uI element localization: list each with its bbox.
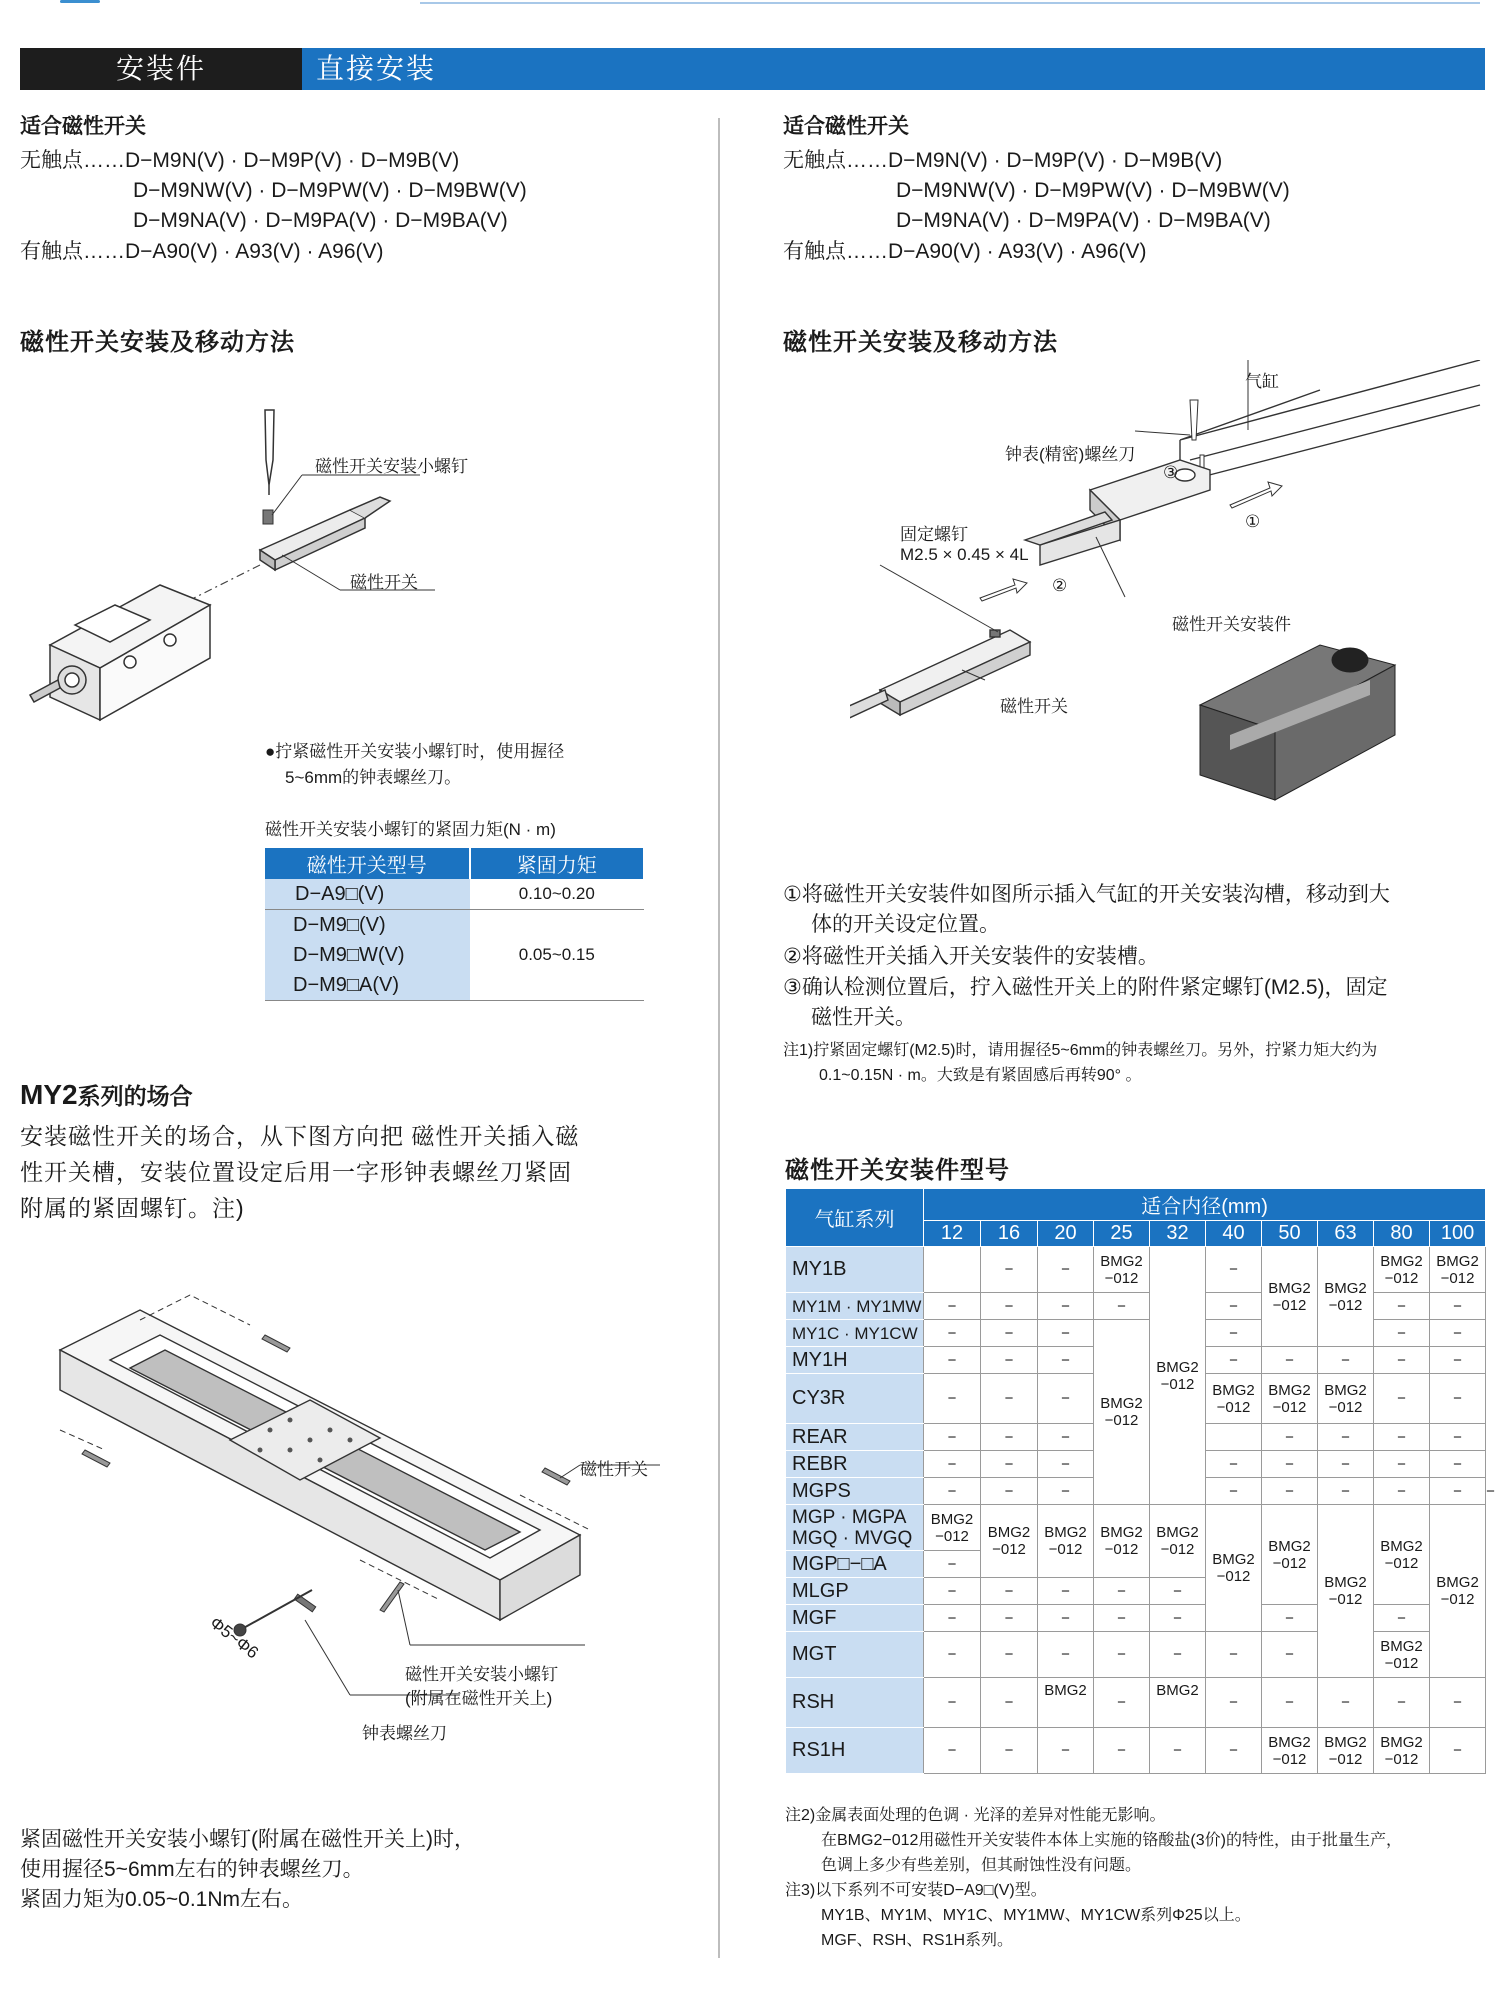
table-row: D−M9□(V) 0.05~0.15 — [265, 910, 644, 941]
left-switches-title: 适合磁性开关 — [20, 115, 146, 138]
table-row: REAR − − − − − − − — [786, 1424, 1486, 1451]
right-switch-line: D−M9NA(V) · D−M9PA(V) · D−M9BA(V) — [896, 209, 1271, 232]
table-row: RSH − − BMG2 − BMG2 − − − − − — [786, 1678, 1486, 1728]
fig2-driver-label: 钟表螺丝刀 — [362, 1724, 447, 1743]
my2-paragraph: 安装磁性开关的场合，从下图方向把 磁性开关插入磁 性开关槽，安装位置设定后用一字形钟表螺丝刀紧固 附属的紧固螺钉。注) — [20, 1123, 580, 1221]
table-row: MY1M · MY1MW − − − − − − − — [786, 1293, 1486, 1320]
my2-title: MY2系列的场合 — [20, 1079, 193, 1110]
table-row: MGT − − − − − − − BMG2 −012 — [786, 1632, 1486, 1678]
cylinder-icon — [30, 585, 210, 720]
fig-step3-number: ③ — [1163, 463, 1179, 482]
fig-cylinder-label: 气缸 — [1245, 372, 1279, 391]
table-row: MGP · MGPA MGQ · MVGQ BMG2 −012 BMG2 −012 BMG2 −012 BMG2 −012 BMG2 −012 BMG2 −012 BMG2 −012 BMG2 −012 BMG2 −012 BMG2 −012 — [786, 1505, 1486, 1551]
column-divider — [718, 118, 720, 1958]
step-1: ①将磁性开关安装件如图所示插入气缸的开关安装沟槽，移动到大 体的开关设定位置。 — [783, 883, 1390, 936]
left-switch-line: 有触点……D−A90(V) · A93(V) · A96(V) — [20, 240, 384, 263]
fig1-screw-label: 磁性开关安装小螺钉 — [315, 457, 468, 476]
bracket-icon — [1025, 460, 1210, 565]
model-table-title: 磁性开关安装件型号 — [785, 1157, 1010, 1184]
fig2-screw-sub-label: (附属在磁性开关上) — [405, 1689, 553, 1708]
screwdriver-icon — [265, 410, 274, 495]
bracket-photo — [1200, 645, 1395, 800]
fig-step1-number: ① — [1245, 512, 1261, 531]
switch-icon — [260, 497, 390, 570]
bottom-line: 紧固力矩为0.05~0.1Nm左右。 — [20, 1888, 303, 1911]
top-strip — [0, 0, 1500, 6]
notes-2-3: 注2)金属表面处理的色调 · 光泽的差异对性能无影响。 在BMG2−012用磁性开关安装件本体上实施的铬酸盐(3价)的特性，由于批量生产， 色调上多少有些差别，但其耐蚀性没有问题。 注3)以下系列不可安装D−A9□(V)型。 MY1B、MY1M、MY1C、MY1MW、MY1CW系列Φ25以上。 MGF、RSH、RS1H系列。 — [785, 1807, 1402, 1949]
bottom-line: 紧固磁性开关安装小螺钉(附属在磁性开关上)时， — [20, 1828, 475, 1851]
table-row: RS1H − − − − − − BMG2 −012 BMG2 −012 BMG2 −012 − — [786, 1728, 1486, 1774]
table-row: MY1C · MY1CW − − − BMG2 −012 − − − — [786, 1320, 1486, 1347]
tip-line: 5~6mm的钟表螺丝刀。 — [285, 768, 462, 787]
fig2-diameter-label: Φ5~Φ6 — [206, 1613, 263, 1663]
screwdriver-icon — [1190, 400, 1198, 440]
fig-driver-label: 钟表(精密)螺丝刀 — [1005, 445, 1136, 464]
cylinder-icon — [1180, 360, 1480, 480]
right-switches-title: 适合磁性开关 — [783, 115, 909, 138]
right-mount-title: 磁性开关安装及移动方法 — [783, 329, 1058, 356]
note-1: 注1)拧紧固定螺钉(M2.5)时，请用握径5~6mm的钟表螺丝刀。另外，拧紧力矩大约为 0.1~0.15N · m。大致是有紧固感后再转90° 。 — [783, 1042, 1378, 1084]
table-row: MGPS − − − − − − − − − — [786, 1478, 1486, 1505]
fig1-switch-label: 磁性开关 — [350, 573, 418, 592]
fig2-switch-label: 磁性开关 — [580, 1460, 648, 1479]
table-row: D−M9□W(V) — [265, 940, 644, 970]
tip-line: ●拧紧磁性开关安装小螺钉时，使用握径 — [265, 742, 565, 761]
series-header: 气缸系列 — [786, 1189, 924, 1247]
step-3: ③确认检测位置后，拧入磁性开关上的附件紧定螺钉(M2.5)，固定 磁性开关。 — [783, 976, 1388, 1029]
table-row: MLGP − − − − − — [786, 1578, 1486, 1605]
table-row: CY3R − − − BMG2 −012 BMG2 −012 BMG2 −012 − − — [786, 1374, 1486, 1424]
fig2-screw-label: 磁性开关安装小螺钉 — [405, 1665, 558, 1684]
step-2: ②将磁性开关插入开关安装件的安装槽。 — [783, 945, 1159, 968]
right-switch-line: D−M9NW(V) · D−M9PW(V) · D−M9BW(V) — [896, 179, 1290, 202]
table-row: MGP□−□A − — [786, 1551, 1486, 1578]
left-mount-title: 磁性开关安装及移动方法 — [20, 329, 295, 356]
fig-fix-screw-label: 固定螺钉 — [900, 525, 968, 544]
left-switch-line: D−M9NA(V) · D−M9PA(V) · D−M9BA(V) — [133, 209, 508, 232]
right-switch-line: 有触点……D−A90(V) · A93(V) · A96(V) — [783, 240, 1147, 263]
left-switch-line: D−M9NW(V) · D−M9PW(V) · D−M9BW(V) — [133, 179, 527, 202]
left-switch-line: 无触点……D−M9N(V) · D−M9P(V) · D−M9B(V) — [20, 149, 460, 172]
torque-header-model: 磁性开关型号 — [265, 848, 470, 879]
fig-step2-number: ② — [1052, 576, 1068, 595]
right-switch-line: 无触点……D−M9N(V) · D−M9P(V) · D−M9B(V) — [783, 149, 1223, 172]
table-row: D−A9□(V) 0.10~0.20 — [265, 879, 644, 910]
bore-header: 适合内径(mm) — [924, 1189, 1486, 1221]
model-table: 气缸系列 适合内径(mm) 12 16 20 25 32 40 50 63 80 100 MY1B − − BMG2 −012 BMG2 −012 − BMG2 −012 BMG2 −012 BMG2 −012 BMG2 −012 MY1M · MY1MW − − − − − − − MY1C · MY1CW − − − BMG2 −012 − − − MY1H − − − − − − − − CY3R − − − BMG2 −012 BMG2 −012 BMG2 −012 − − REAR − − − − − − − REBR − − − − − − − − MGPS − − − − − − − − − MGP · MGPA MGQ · MVGQ BMG2 −012 BMG2 −012 BMG2 −012 BMG2 −012 BMG2 −012 BMG2 −012 BMG2 −012 BMG2 −012 BMG2 −012 BMG2 −012 MGP□−□A − MLGP − − − − − MGF − − − − − − − MGT − − − − − − − BMG2 −012 RSH − − BMG2 − BMG2 − − − − − RS1H − − − − − − BMG2 −012 BMG2 −012 BMG2 −012 − — [785, 1188, 1486, 1774]
section-header-right: 直接安装 — [302, 48, 1485, 90]
my2-cylinder-illustration — [20, 1290, 700, 1810]
table-row: D−M9□A(V) — [265, 970, 644, 1001]
screw-icon — [263, 510, 273, 524]
screwdriver-icon — [234, 1590, 316, 1636]
fig-bracket-label: 磁性开关安装件 — [1172, 615, 1291, 634]
bottom-line: 使用握径5~6mm左右的钟表螺丝刀。 — [20, 1858, 364, 1881]
torque-caption: 磁性开关安装小螺钉的紧固力矩(N · m) — [265, 820, 556, 839]
torque-header-torque: 紧固力矩 — [470, 848, 644, 879]
section-header-left: 安装件 — [20, 48, 302, 90]
fig-switch-label: 磁性开关 — [1000, 697, 1068, 716]
table-row: MY1H − − − − − − − − — [786, 1347, 1486, 1374]
table-row: MGF − − − − − − − — [786, 1605, 1486, 1632]
fig-fix-screw-spec: M2.5 × 0.45 × 4L — [900, 545, 1029, 564]
torque-table — [265, 848, 645, 1001]
table-row: MY1B − − BMG2 −012 BMG2 −012 − BMG2 −012 BMG2 −012 BMG2 −012 BMG2 −012 — [786, 1247, 1486, 1293]
table-row: REBR − − − − − − − − — [786, 1451, 1486, 1478]
bracket-illustration — [850, 360, 1490, 830]
